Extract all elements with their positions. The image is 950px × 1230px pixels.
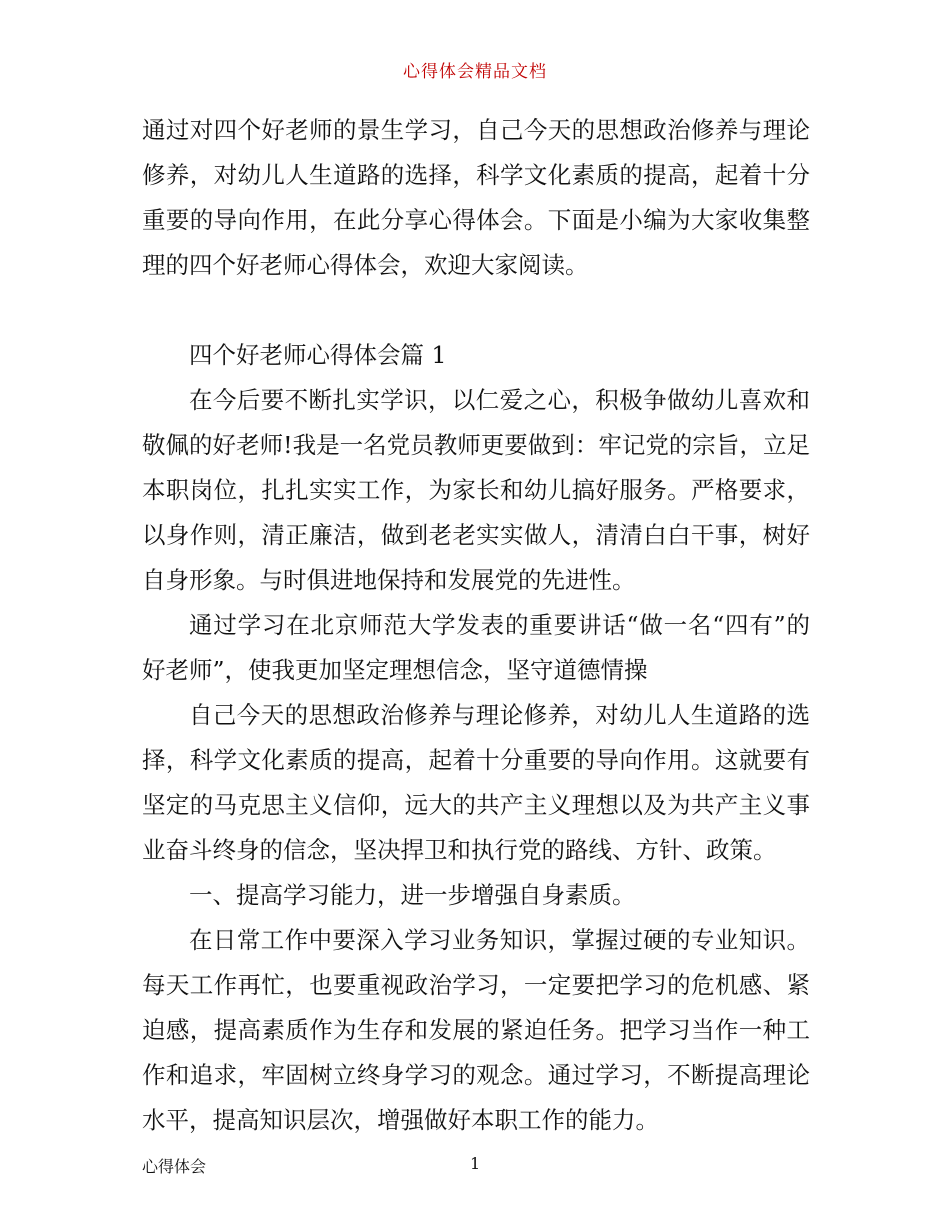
paragraph-gap	[142, 288, 810, 333]
page-number: 1	[470, 1154, 481, 1173]
body-paragraph-1: 在今后要不断扎实学识，以仁爱之心，积极争做幼儿喜欢和敬佩的好老师!我是一名党员教师更要做到：牢记党的宗旨，立足本职岗位，扎扎实实工作，为家长和幼儿搞好服务。严格要求，以身作则，清正廉洁，做到老老实实做人，清清白白干事，树好自身形象。与时俱进地保持和发展党的先进性。	[142, 386, 810, 594]
document-body	[142, 108, 810, 1143]
body-paragraph-2: 通过学习在北京师范大学发表的重要讲话“做一名“四有”的好老师”，使我更加坚定理想信念，坚守道德情操	[142, 611, 810, 684]
heading-point-1: 一、提高学习能力，进一步增强自身素质。	[189, 881, 636, 909]
body-paragraph-3: 自己今天的思想政治修养与理论修养，对幼儿人生道路的选择，科学文化素质的提高，起着十分重要的导向作用。这就要有坚定的马克思主义信仰，远大的共产主义理想以及为共产主义事业奋斗终身的信念，坚决捍卫和执行党的路线、方针、政策。	[142, 701, 810, 864]
page-header: 心得体会精品文档	[403, 62, 547, 82]
section-title: 四个好老师心得体会篇 1	[189, 341, 447, 369]
footer-label: 心得体会	[142, 1157, 207, 1176]
body-paragraph-4: 在日常工作中要深入学习业务知识，掌握过硬的专业知识。每天工作再忙，也要重视政治学习，一定要把学习的危机感、紧迫感，提高素质作为生存和发展的紧迫任务。把学习当作一种工作和追求，牢固树立终身学习的观念。通过学习，不断提高理论水平，提高知识层次，增强做好本职工作的能力。	[142, 926, 810, 1134]
intro-paragraph: 通过对四个好老师的景生学习，自己今天的思想政治修养与理论修养，对幼儿人生道路的选择，科学文化素质的提高，起着十分重要的导向作用，在此分享心得体会。下面是小编为大家收集整理的四个好老师心得体会，欢迎大家阅读。	[142, 116, 810, 279]
